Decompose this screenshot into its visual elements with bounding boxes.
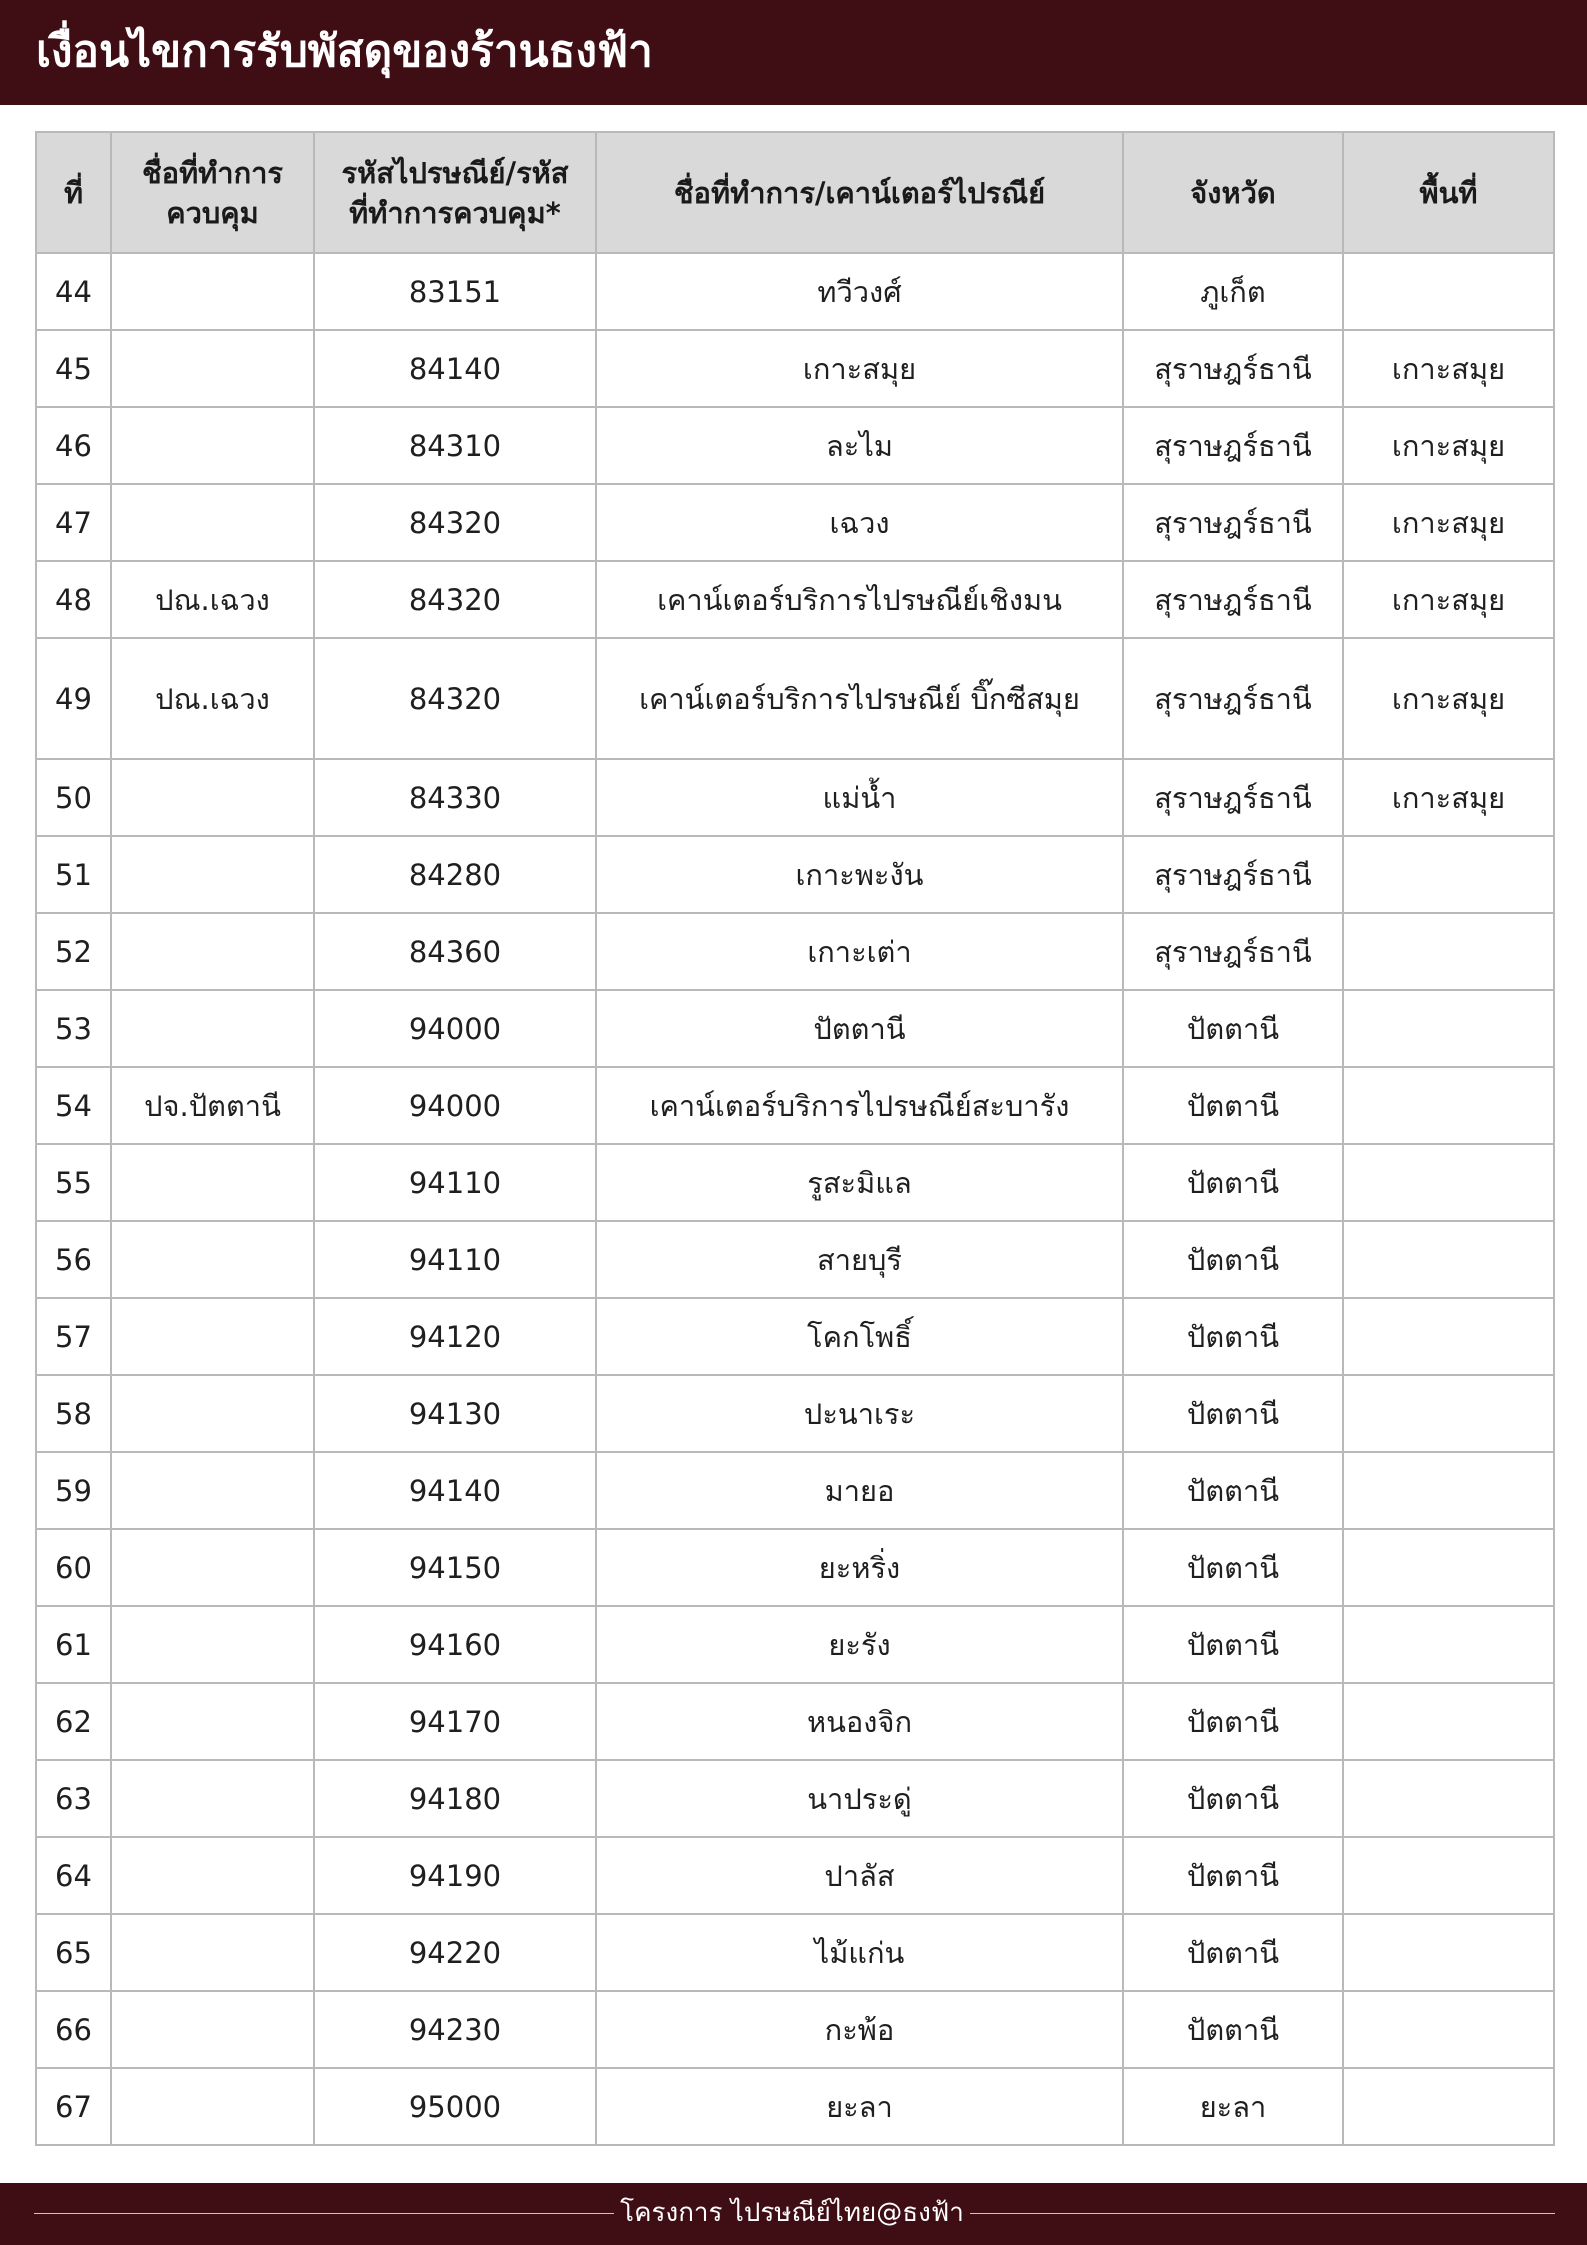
cell-office-name: ปาลัส [596, 1837, 1123, 1914]
table-row [36, 990, 1554, 1067]
cell-no: 55 [36, 1144, 111, 1221]
column-header-no: ที่ [36, 132, 111, 253]
cell-postal-code: 94220 [314, 1914, 596, 1991]
cell-postal-code: 94190 [314, 1837, 596, 1914]
cell-province: ปัตตานี [1123, 1529, 1343, 1606]
cell-province: สุราษฎร์ธานี [1123, 561, 1343, 638]
cell-postal-code: 94000 [314, 1067, 596, 1144]
cell-control-office [111, 1375, 314, 1452]
cell-postal-code: 94230 [314, 1991, 596, 2068]
cell-no: 60 [36, 1529, 111, 1606]
cell-postal-code: 84320 [314, 484, 596, 561]
column-header-province: จังหวัด [1123, 132, 1343, 253]
cell-no: 65 [36, 1914, 111, 1991]
cell-control-office: ปจ.ปัตตานี [111, 1067, 314, 1144]
cell-control-office [111, 1760, 314, 1837]
table-row [36, 1991, 1554, 2068]
table-row [36, 638, 1554, 759]
table-row [36, 913, 1554, 990]
cell-control-office [111, 1221, 314, 1298]
table-row [36, 253, 1554, 330]
table-row [36, 1221, 1554, 1298]
cell-province: ปัตตานี [1123, 1298, 1343, 1375]
cell-office-name: เคาน์เตอร์บริการไปรษณีย์สะบารัง [596, 1067, 1123, 1144]
table-row [36, 407, 1554, 484]
cell-control-office [111, 1837, 314, 1914]
cell-control-office [111, 1914, 314, 1991]
cell-area [1343, 1067, 1554, 1144]
header-bar [0, 0, 1587, 105]
cell-control-office [111, 1606, 314, 1683]
cell-postal-code: 94120 [314, 1298, 596, 1375]
column-header-postal-code: รหัสไปรษณีย์/รหัสที่ทำการควบคุม* [314, 132, 596, 253]
cell-control-office [111, 913, 314, 990]
cell-postal-code: 84320 [314, 638, 596, 759]
cell-province: สุราษฎร์ธานี [1123, 836, 1343, 913]
cell-no: 49 [36, 638, 111, 759]
page-title: เงื่อนไขการรับพัสดุของร้านธงฟ้า [36, 26, 653, 77]
cell-postal-code: 84360 [314, 913, 596, 990]
table-row [36, 1606, 1554, 1683]
cell-province: ปัตตานี [1123, 1452, 1343, 1529]
cell-office-name: ปัตตานี [596, 990, 1123, 1067]
cell-postal-code: 84280 [314, 836, 596, 913]
cell-control-office [111, 2068, 314, 2145]
table-row [36, 330, 1554, 407]
cell-no: 50 [36, 759, 111, 836]
cell-area: เกาะสมุย [1343, 561, 1554, 638]
cell-office-name: แม่น้ำ [596, 759, 1123, 836]
cell-province: ปัตตานี [1123, 1837, 1343, 1914]
cell-area: เกาะสมุย [1343, 484, 1554, 561]
cell-province: ภูเก็ต [1123, 253, 1343, 330]
cell-no: 59 [36, 1452, 111, 1529]
cell-area [1343, 1144, 1554, 1221]
cell-office-name: นาประดู่ [596, 1760, 1123, 1837]
cell-office-name: เกาะพะงัน [596, 836, 1123, 913]
footer-bar [0, 2183, 1587, 2245]
cell-control-office [111, 1144, 314, 1221]
cell-control-office [111, 1529, 314, 1606]
cell-postal-code: 94110 [314, 1221, 596, 1298]
cell-office-name: เคาน์เตอร์บริการไปรษณีย์ บิ๊กซีสมุย [596, 638, 1123, 759]
cell-area [1343, 1760, 1554, 1837]
cell-area [1343, 2068, 1554, 2145]
cell-control-office [111, 484, 314, 561]
cell-province: ปัตตานี [1123, 990, 1343, 1067]
cell-postal-code: 94110 [314, 1144, 596, 1221]
cell-postal-code: 94130 [314, 1375, 596, 1452]
cell-province: สุราษฎร์ธานี [1123, 759, 1343, 836]
cell-province: ปัตตานี [1123, 1606, 1343, 1683]
cell-office-name: เฉวง [596, 484, 1123, 561]
cell-postal-code: 84330 [314, 759, 596, 836]
table-row [36, 759, 1554, 836]
cell-province: ปัตตานี [1123, 1991, 1343, 2068]
cell-postal-code: 84140 [314, 330, 596, 407]
cell-postal-code: 94180 [314, 1760, 596, 1837]
column-header-office-name: ชื่อที่ทำการ/เคาน์เตอร์ไปรณีย์ [596, 132, 1123, 253]
cell-area [1343, 1606, 1554, 1683]
cell-no: 53 [36, 990, 111, 1067]
cell-control-office [111, 1452, 314, 1529]
cell-area [1343, 1221, 1554, 1298]
cell-area: เกาะสมุย [1343, 638, 1554, 759]
cell-area: เกาะสมุย [1343, 759, 1554, 836]
table-row [36, 1067, 1554, 1144]
cell-postal-code: 94000 [314, 990, 596, 1067]
table-row [36, 836, 1554, 913]
table-row [36, 2068, 1554, 2145]
cell-office-name: กะพ้อ [596, 1991, 1123, 2068]
cell-control-office: ปณ.เฉวง [111, 561, 314, 638]
table-row [36, 1760, 1554, 1837]
column-header-control-office: ชื่อที่ทำการควบคุม [111, 132, 314, 253]
cell-office-name: ยะหริ่ง [596, 1529, 1123, 1606]
table-row [36, 1837, 1554, 1914]
cell-postal-code: 84320 [314, 561, 596, 638]
cell-no: 58 [36, 1375, 111, 1452]
cell-area: เกาะสมุย [1343, 330, 1554, 407]
cell-office-name: ทวีวงศ์ [596, 253, 1123, 330]
table-row [36, 561, 1554, 638]
cell-office-name: ยะลา [596, 2068, 1123, 2145]
table-body [36, 253, 1554, 2145]
cell-no: 46 [36, 407, 111, 484]
cell-no: 56 [36, 1221, 111, 1298]
table-row [36, 1914, 1554, 1991]
cell-area [1343, 1529, 1554, 1606]
cell-area [1343, 913, 1554, 990]
cell-postal-code: 84310 [314, 407, 596, 484]
cell-office-name: เคาน์เตอร์บริการไปรษณีย์เชิงมน [596, 561, 1123, 638]
cell-area [1343, 1375, 1554, 1452]
cell-postal-code: 83151 [314, 253, 596, 330]
cell-control-office [111, 1991, 314, 2068]
cell-province: ปัตตานี [1123, 1375, 1343, 1452]
cell-no: 51 [36, 836, 111, 913]
cell-office-name: รูสะมิแล [596, 1144, 1123, 1221]
cell-no: 52 [36, 913, 111, 990]
cell-office-name: ละไม [596, 407, 1123, 484]
cell-office-name: หนองจิก [596, 1683, 1123, 1760]
cell-office-name: สายบุรี [596, 1221, 1123, 1298]
cell-area [1343, 1452, 1554, 1529]
cell-province: สุราษฎร์ธานี [1123, 330, 1343, 407]
table-row [36, 1298, 1554, 1375]
cell-province: ปัตตานี [1123, 1221, 1343, 1298]
cell-area [1343, 1991, 1554, 2068]
cell-control-office [111, 407, 314, 484]
table-row [36, 1452, 1554, 1529]
cell-no: 54 [36, 1067, 111, 1144]
cell-office-name: ยะรัง [596, 1606, 1123, 1683]
cell-province: ปัตตานี [1123, 1144, 1343, 1221]
cell-area [1343, 1837, 1554, 1914]
cell-no: 63 [36, 1760, 111, 1837]
cell-province: ปัตตานี [1123, 1683, 1343, 1760]
column-header-area: พื้นที่ [1343, 132, 1554, 253]
table-row [36, 1529, 1554, 1606]
cell-no: 48 [36, 561, 111, 638]
cell-no: 57 [36, 1298, 111, 1375]
cell-area [1343, 1683, 1554, 1760]
cell-postal-code: 94150 [314, 1529, 596, 1606]
cell-office-name: ปะนาเระ [596, 1375, 1123, 1452]
cell-control-office [111, 1298, 314, 1375]
table-row [36, 484, 1554, 561]
cell-province: ปัตตานี [1123, 1760, 1343, 1837]
cell-office-name: โคกโพธิ์ [596, 1298, 1123, 1375]
cell-no: 62 [36, 1683, 111, 1760]
cell-control-office [111, 759, 314, 836]
footer-divider-left [34, 2213, 614, 2214]
table-row [36, 1375, 1554, 1452]
cell-control-office [111, 836, 314, 913]
cell-no: 44 [36, 253, 111, 330]
cell-province: สุราษฎร์ธานี [1123, 638, 1343, 759]
table-row [36, 1144, 1554, 1221]
cell-office-name: ไม้แก่น [596, 1914, 1123, 1991]
cell-province: ปัตตานี [1123, 1067, 1343, 1144]
cell-no: 45 [36, 330, 111, 407]
cell-no: 47 [36, 484, 111, 561]
cell-area [1343, 990, 1554, 1067]
cell-province: สุราษฎร์ธานี [1123, 913, 1343, 990]
cell-province: ยะลา [1123, 2068, 1343, 2145]
cell-area [1343, 253, 1554, 330]
cell-office-name: มายอ [596, 1452, 1123, 1529]
cell-control-office [111, 330, 314, 407]
cell-office-name: เกาะสมุย [596, 330, 1123, 407]
cell-no: 64 [36, 1837, 111, 1914]
cell-province: สุราษฎร์ธานี [1123, 407, 1343, 484]
table-row [36, 1683, 1554, 1760]
cell-area [1343, 836, 1554, 913]
cell-no: 61 [36, 1606, 111, 1683]
cell-office-name: เกาะเต่า [596, 913, 1123, 990]
cell-area [1343, 1914, 1554, 1991]
post-office-table [35, 131, 1555, 2146]
cell-postal-code: 95000 [314, 2068, 596, 2145]
cell-no: 66 [36, 1991, 111, 2068]
footer-divider-right [970, 2213, 1555, 2214]
cell-control-office [111, 1683, 314, 1760]
cell-control-office: ปณ.เฉวง [111, 638, 314, 759]
cell-postal-code: 94140 [314, 1452, 596, 1529]
cell-postal-code: 94160 [314, 1606, 596, 1683]
cell-area [1343, 1298, 1554, 1375]
cell-area: เกาะสมุย [1343, 407, 1554, 484]
cell-no: 67 [36, 2068, 111, 2145]
footer-text: โครงการ ไปรษณีย์ไทย@ธงฟ้า [620, 2198, 964, 2228]
table-header-row [36, 132, 1554, 253]
cell-province: สุราษฎร์ธานี [1123, 484, 1343, 561]
cell-province: ปัตตานี [1123, 1914, 1343, 1991]
cell-control-office [111, 253, 314, 330]
cell-control-office [111, 990, 314, 1067]
cell-postal-code: 94170 [314, 1683, 596, 1760]
